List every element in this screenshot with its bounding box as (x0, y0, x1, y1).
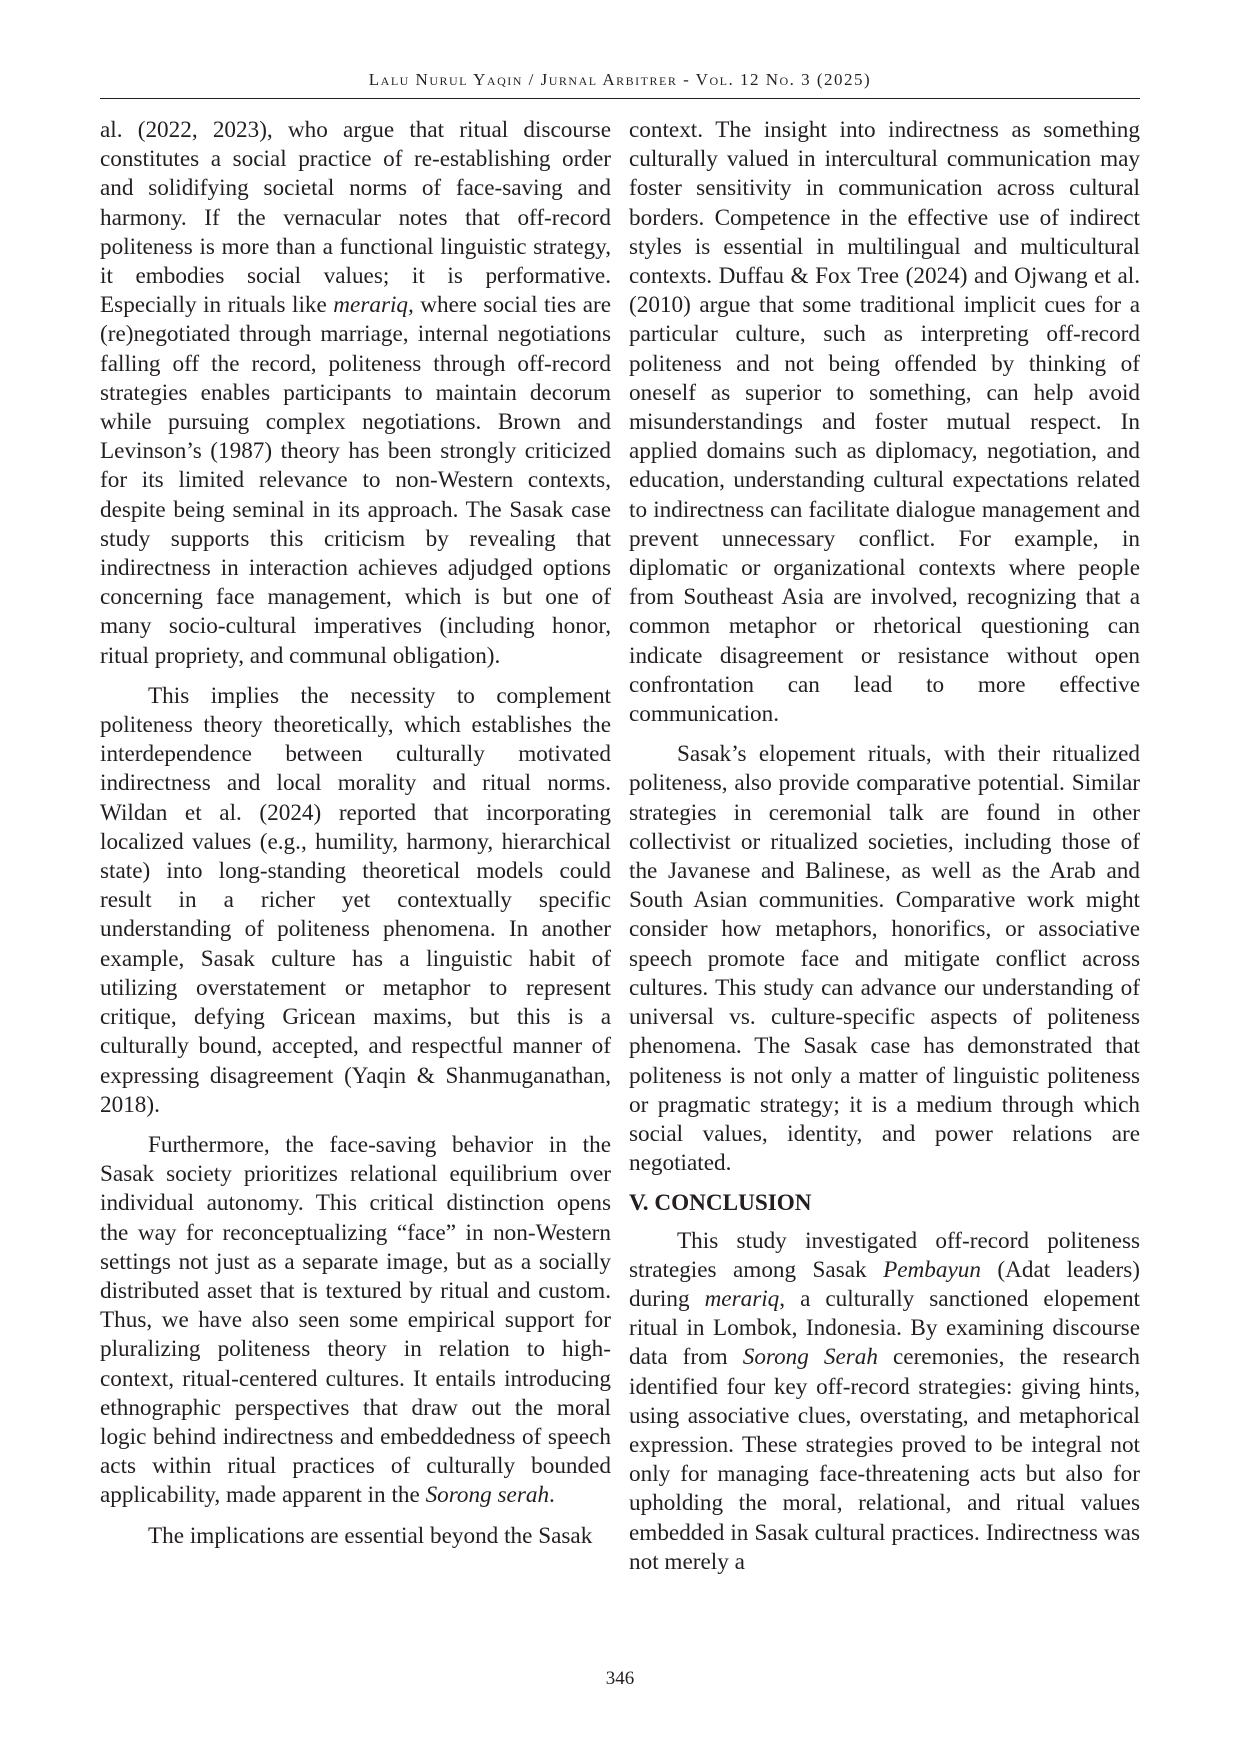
header-rule (100, 98, 1140, 99)
text-run: where social ties are (re)negotiated through marriage, internal negotiations falling off the record, politeness through off-record strategies enables participants to maintain decorum while pursuing complex negotiations. Brown and Levinson’s (1987) theory has been strongly criticized for its limited relevance to non-Western contexts, despite being seminal in its approach. The Sasak case study supports this criticism by revealing that indirectness in interaction achieves adjudged options concerning face management, which is but one of many socio-cultural imperatives (including honor, ritual propriety, and communal obligation). (100, 292, 611, 669)
italic-term: merariq (704, 1285, 780, 1312)
paragraph (629, 1227, 1140, 1577)
paragraph: Sasak’s elopement rituals, with their ritualized politeness, also provide comparative potential. Similar strategies in ceremonial talk are found in other collectivist or ritualized societies, including those of the Javanese and Balinese, as well as the Arab and South Asian communities. Comparative work might consider how metaphors, honorifics, or associative speech promote face and mitigate conflict across cultures. This study can advance our understanding of universal vs. culture-specific aspects of politeness phenomena. The Sasak case has demonstrated that politeness is not only a matter of linguistic politeness or pragmatic strategy; it is a medium through which social values, identity, and power relations are negotiated. (629, 741, 1140, 1177)
text-run: (Adat leaders) during (629, 1256, 1140, 1312)
text-run: ceremonies, the research identified four key off-record strategies: giving hints, using associative clues, overstating, and metaphorical expression. These strategies proved to be integral not only for managing face-threatening acts but also for upholding the moral, relational, and ritual values embedded in Sasak cultural practices. Indirectness was not merely a (629, 1344, 1140, 1575)
paragraph-continuation (100, 116, 611, 671)
italic-term: merariq, (333, 292, 414, 319)
page-number: 346 (605, 1668, 635, 1689)
left-column (100, 116, 611, 1551)
text-run: al. (2022, 2023), who argue that ritual discourse constitutes a social practice of re-establishing order and solidifying societal norms of face-saving and harmony. If the vernacular notes that off-record politeness is more than a functional linguistic strategy, it embodies social values; it is performative. Especially in rituals like (100, 117, 611, 319)
paragraph (100, 1131, 611, 1511)
text-run: , a culturally sanctioned elopement ritual in Lombok, Indonesia. By examining discourse data from (629, 1285, 1140, 1371)
paragraph: This implies the necessity to complement politeness theory theoretically, which establishes the interdependence between culturally motivated indirectness and local morality and ritual norms. Wildan et al. (2024) reported that incorporating localized values (e.g., humility, harmony, hierarchical state) into long-standing theoretical models could result in a richer yet contextually specific understanding of politeness phenomena. In another example, Sasak culture has a linguistic habit of utilizing overstatement or metaphor to represent critique, defying Gricean maxims, but this is a culturally bound, accepted, and respectful manner of expressing disagreement (Yaqin & Shanmuganathan, 2018). (100, 682, 611, 1118)
section-heading: V. CONCLUSION (629, 1190, 812, 1217)
right-column (629, 116, 1140, 1577)
running-head: Lalu Nurul Yaqin / Jurnal Arbitrer - Vol. 12 No. 3 (2025) (368, 70, 872, 89)
italic-term: Sorong Serah (742, 1344, 878, 1371)
text-run: This study investigated off-record politeness strategies among Sasak (629, 1227, 1140, 1283)
italic-term: Pembayun (883, 1256, 981, 1283)
paragraph-continuation: context. The insight into indirectness as something culturally valued in intercultural communication may foster sensitivity in communication across cultural borders. Competence in the effective use of indirect styles is essential in multilingual and multicultural contexts. Duffau & Fox Tree (2024) and Ojwang et al. (2010) argue that some traditional implicit cues for a particular culture, such as interpreting off-record politeness and not being offended by thinking of oneself as superior to something, can help avoid misunderstandings and foster mutual respect. In applied domains such as diplomacy, negotiation, and education, understanding cultural expectations related to indirectness can facilitate dialogue management and prevent unnecessary conflict. For example, in diplomatic or organizational contexts where people from Southeast Asia are involved, recognizing that a common metaphor or rhetorical questioning can indicate disagreement or resistance without open confrontation can lead to more effective communication. (629, 117, 1140, 728)
text-run: Furthermore, the face-saving behavior in the Sasak society prioritizes relational equilibrium over individual autonomy. This critical distinction opens the way for reconceptualizing “face” in non-Western settings not just as a separate image, but as a socially distributed asset that is textured by ritual and custom. Thus, we have also seen some empirical support for pluralizing politeness theory in relation to high-context, ritual-centered cultures. It entails introducing ethnographic perspectives that draw out the moral logic behind indirectness and embeddedness of speech acts within ritual practices of culturally bounded applicability, made apparent in the (100, 1131, 611, 1509)
italic-term: Sorong serah (425, 1482, 550, 1509)
paragraph: The implications are essential beyond the Sasak (148, 1522, 593, 1549)
text-run: . (549, 1482, 555, 1509)
